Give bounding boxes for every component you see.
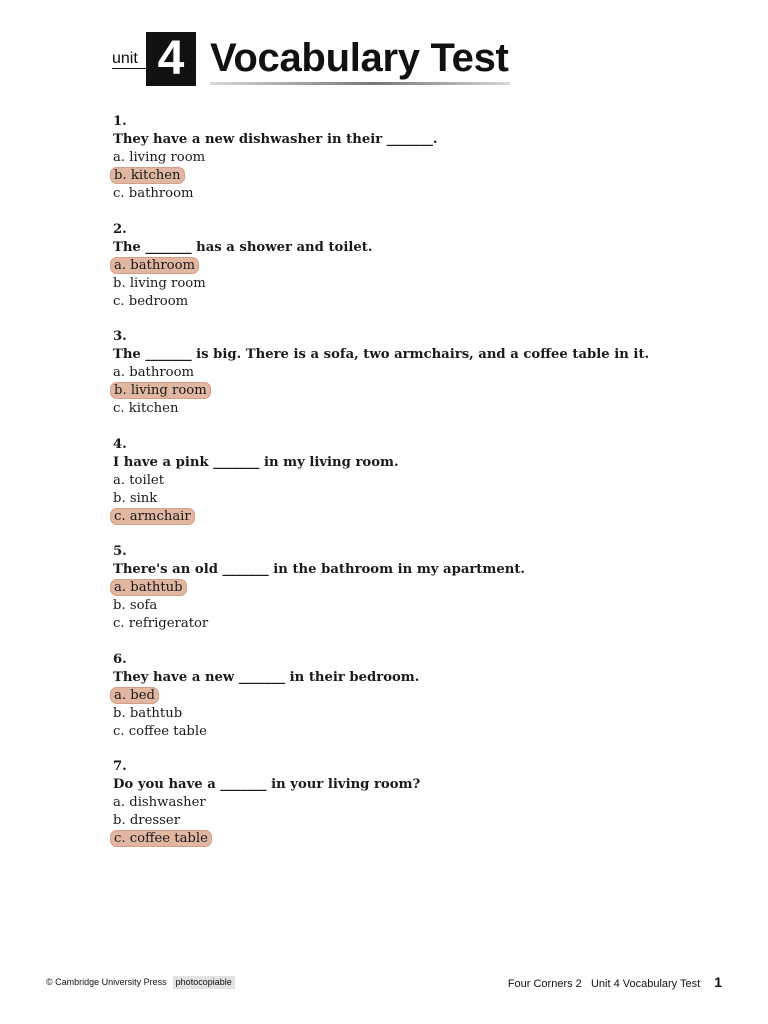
option-text: c. coffee table xyxy=(110,830,212,847)
book-info: Four Corners 2 Unit 4 Vocabulary Test xyxy=(507,978,701,990)
question-number: 1. xyxy=(113,114,127,129)
question-number: 3. xyxy=(113,329,127,344)
answer-option[interactable] xyxy=(113,293,673,311)
unit-number-badge: 4 xyxy=(146,32,196,86)
option-text: a. bathroom xyxy=(113,365,195,380)
option-text: b. dresser xyxy=(113,813,181,828)
answer-option[interactable] xyxy=(113,490,673,508)
question-stem: There's an old _______ in the bathroom in my apartment. xyxy=(113,562,526,577)
answer-option[interactable] xyxy=(113,615,673,633)
option-text: a. living room xyxy=(113,150,206,165)
question-number: 2. xyxy=(113,221,127,237)
option-text: c. coffee table xyxy=(113,723,207,739)
question-stem: Do you have a _______ in your living room? xyxy=(113,777,421,792)
answer-option[interactable] xyxy=(113,149,673,167)
photocopiable-badge: photocopiable xyxy=(173,976,235,989)
option-text: b. kitchen xyxy=(110,167,185,184)
answer-option-selected[interactable] xyxy=(113,579,673,597)
question-number: 7. xyxy=(113,759,127,774)
option-text: a. bathroom xyxy=(110,257,199,274)
option-text: b. sofa xyxy=(113,598,158,613)
title-underline xyxy=(210,82,510,85)
question-item xyxy=(113,651,673,741)
option-text: b. bathtub xyxy=(113,705,183,721)
option-text: c. bathroom xyxy=(113,186,194,201)
answer-option[interactable] xyxy=(113,705,673,723)
answer-option-selected[interactable] xyxy=(113,830,673,848)
option-text: c. kitchen xyxy=(113,401,179,416)
unit-label: unit xyxy=(112,50,146,69)
page-header xyxy=(112,30,512,90)
option-text: a. toilet xyxy=(113,472,165,488)
question-list xyxy=(113,113,673,866)
answer-option[interactable] xyxy=(113,723,673,741)
question-item xyxy=(113,328,673,418)
answer-option[interactable] xyxy=(113,597,673,615)
option-text: b. living room xyxy=(113,275,206,291)
question-item xyxy=(113,436,673,526)
answer-option[interactable] xyxy=(113,400,673,418)
answer-option[interactable] xyxy=(113,185,673,203)
question-number: 6. xyxy=(113,651,127,667)
option-text: b. living room xyxy=(110,382,211,399)
answer-option[interactable] xyxy=(113,275,673,293)
footer-right xyxy=(508,974,722,992)
question-stem: They have a new dishwasher in their _______. xyxy=(113,132,438,147)
page-footer xyxy=(46,974,722,990)
answer-option[interactable] xyxy=(113,812,673,830)
answer-option[interactable] xyxy=(113,364,673,382)
copyright-text: © Cambridge University Press xyxy=(46,977,167,987)
answer-option-selected[interactable] xyxy=(113,167,673,185)
answer-option-selected[interactable] xyxy=(113,508,673,526)
option-text: a. bathtub xyxy=(110,579,187,596)
answer-option-selected[interactable] xyxy=(113,687,673,705)
question-stem: The _______ is big. There is a sofa, two armchairs, and a coffee table in it. xyxy=(113,347,650,362)
option-text: a. bed xyxy=(110,687,159,704)
question-item xyxy=(113,543,673,633)
option-text: c. bedroom xyxy=(113,293,189,309)
footer-left xyxy=(46,974,235,990)
question-stem: The _______ has a shower and toilet. xyxy=(113,239,373,255)
answer-option[interactable] xyxy=(113,794,673,812)
answer-option[interactable] xyxy=(113,472,673,490)
option-text: a. dishwasher xyxy=(113,795,206,810)
answer-option-selected[interactable] xyxy=(113,382,673,400)
option-text: c. refrigerator xyxy=(113,616,209,631)
option-text: b. sink xyxy=(113,490,158,506)
question-stem: They have a new _______ in their bedroom. xyxy=(113,669,420,685)
question-number: 4. xyxy=(113,436,127,452)
page-number: 1 xyxy=(714,974,722,990)
question-item xyxy=(113,758,673,848)
page-title: Vocabulary Test xyxy=(210,36,509,80)
option-text: c. armchair xyxy=(110,508,195,525)
question-stem: I have a pink _______ in my living room. xyxy=(113,454,399,470)
question-item xyxy=(113,113,673,203)
answer-option-selected[interactable] xyxy=(113,257,673,275)
question-item xyxy=(113,221,673,311)
question-number: 5. xyxy=(113,544,127,559)
